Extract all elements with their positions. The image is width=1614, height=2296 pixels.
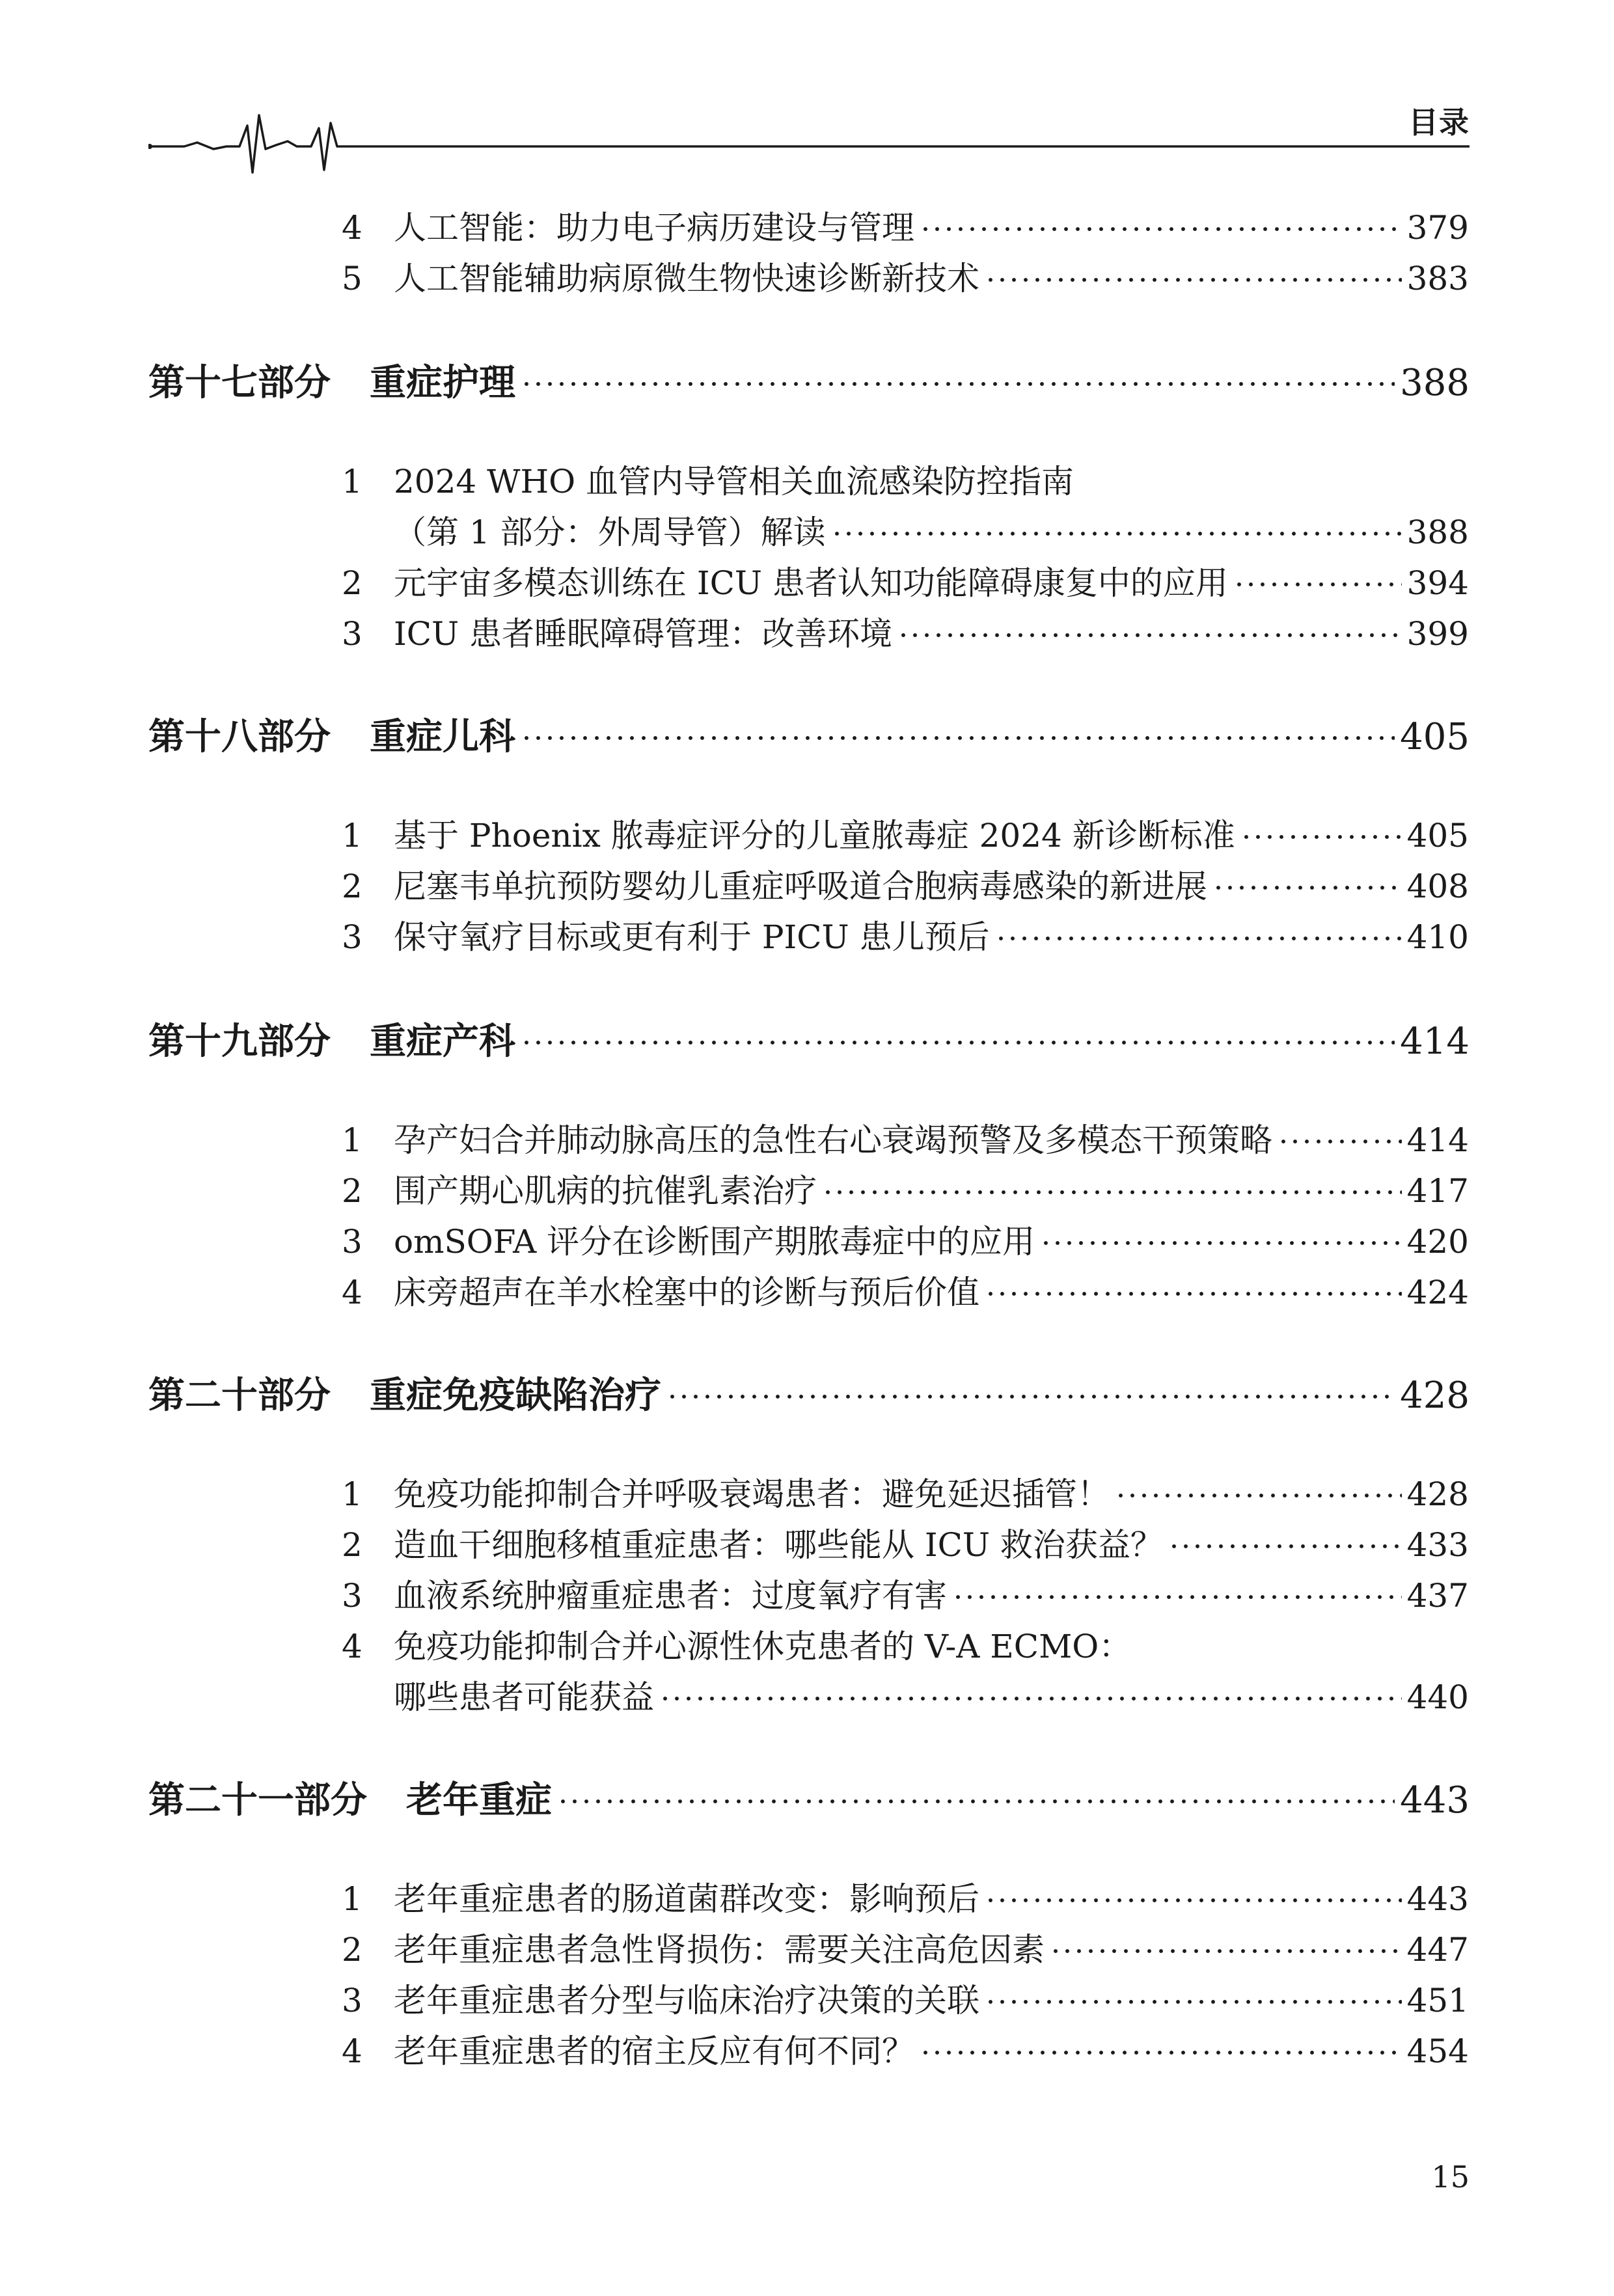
- entry-title: 免疫功能抑制合并呼吸衰竭患者：避免延迟插管！: [394, 1475, 1110, 1513]
- entry-number: 3: [342, 1982, 362, 2019]
- entry-page: 417: [1406, 1172, 1469, 1210]
- entry-page: 451: [1406, 1982, 1469, 2019]
- entry-number: 3: [342, 1223, 362, 1261]
- entry-page: 405: [1406, 817, 1469, 854]
- entry-page: 388: [1406, 513, 1469, 551]
- entry-title: 老年重症患者的肠道菌群改变：影响预后: [394, 1880, 979, 1918]
- toc-entry[interactable]: [342, 202, 1469, 249]
- entry-page: 440: [1406, 1678, 1469, 1716]
- toc-entry[interactable]: [342, 557, 1469, 604]
- dot-leader: [985, 278, 1402, 282]
- part-name: 重症免疫缺陷治疗: [370, 1374, 661, 1417]
- entry-number: 2: [342, 1172, 362, 1210]
- toc-part-heading[interactable]: [148, 708, 1470, 760]
- dot-leader: [1233, 582, 1402, 586]
- toc-entry[interactable]: [342, 1620, 1469, 1667]
- entry-number: 3: [342, 918, 362, 956]
- toc-entry[interactable]: [342, 1266, 1469, 1313]
- dot-leader: [1040, 1241, 1401, 1245]
- part-label: 第二十一部分: [148, 1779, 367, 1822]
- part-name: 老年重症: [406, 1779, 552, 1822]
- part-label: 第十八部分: [148, 716, 331, 758]
- toc-entry[interactable]: [342, 2025, 1469, 2072]
- toc-entry[interactable]: [342, 911, 1469, 958]
- entry-number: 1: [342, 1121, 362, 1159]
- part-name: 重症儿科: [370, 716, 515, 758]
- entry-title: 孕产妇合并肺动脉高压的急性右心衰竭预警及多模态干预策略: [394, 1121, 1272, 1159]
- dot-leader: [659, 1697, 1402, 1701]
- page-number: 15: [1431, 2159, 1470, 2194]
- entry-page: 414: [1406, 1121, 1469, 1159]
- entry-title: 人工智能：助力电子病历建设与管理: [394, 209, 914, 247]
- toc-entry[interactable]: [342, 608, 1469, 655]
- entry-title: 2024 WHO 血管内导管相关血流感染防控指南: [394, 463, 1074, 500]
- entry-page: 383: [1406, 260, 1469, 297]
- entry-title: （第 1 部分：外周导管）解读: [394, 513, 826, 551]
- entry-number: 4: [342, 209, 362, 247]
- dot-leader: [985, 1292, 1402, 1296]
- dot-leader: [995, 936, 1402, 940]
- dot-leader: [831, 532, 1402, 536]
- entry-number: 1: [342, 1880, 362, 1918]
- toc-entry[interactable]: [342, 253, 1469, 299]
- running-header-title: 目录: [1408, 105, 1470, 140]
- entry-number: 3: [342, 1577, 362, 1615]
- toc-part-heading[interactable]: [148, 1013, 1470, 1065]
- part-page: 443: [1400, 1779, 1470, 1822]
- entry-title: 围产期心肌病的抗催乳素治疗: [394, 1172, 817, 1210]
- entry-title: 免疫功能抑制合并心源性休克患者的 V-A ECMO：: [394, 1628, 1132, 1665]
- entry-number: 2: [342, 564, 362, 602]
- part-page: 405: [1400, 716, 1470, 758]
- toc-entry-continuation[interactable]: [342, 506, 1469, 553]
- toc-entry[interactable]: [342, 456, 1469, 502]
- part-page: 414: [1400, 1020, 1470, 1063]
- dot-leader: [1278, 1140, 1402, 1143]
- entry-title: 造血干细胞移植重症患者：哪些能从 ICU 救治获益？: [394, 1526, 1163, 1564]
- entry-number: 1: [342, 817, 362, 854]
- dot-leader: [822, 1190, 1402, 1194]
- entry-title: 哪些患者可能获益: [394, 1678, 654, 1716]
- entry-title: 老年重症患者的宿主反应有何不同？: [394, 2032, 914, 2070]
- entry-page: 410: [1406, 918, 1469, 956]
- entry-page: 443: [1406, 1880, 1469, 1918]
- entry-page: 433: [1406, 1526, 1469, 1564]
- dot-leader: [952, 1595, 1402, 1599]
- toc-entry[interactable]: [342, 1924, 1469, 1971]
- entry-page: 379: [1406, 209, 1469, 247]
- entry-page: 447: [1406, 1931, 1469, 1969]
- part-label: 第十七部分: [148, 362, 331, 404]
- toc-entry[interactable]: [342, 1873, 1469, 1920]
- dot-leader: [1115, 1494, 1402, 1497]
- entry-number: 1: [342, 1475, 362, 1513]
- entry-page: 399: [1406, 615, 1469, 653]
- part-name: 重症护理: [370, 362, 515, 404]
- toc-entry[interactable]: [342, 1114, 1469, 1161]
- entry-number: 2: [342, 1931, 362, 1969]
- entry-title: 床旁超声在羊水栓塞中的诊断与预后价值: [394, 1274, 979, 1311]
- ecg-line-decoration: [148, 107, 1470, 179]
- dot-leader: [1168, 1544, 1402, 1548]
- dot-leader: [521, 1041, 1395, 1045]
- entry-page: 424: [1406, 1274, 1469, 1311]
- dot-leader: [521, 382, 1395, 386]
- toc-entry-continuation[interactable]: [342, 1671, 1469, 1718]
- dot-leader: [920, 227, 1402, 231]
- entry-title: 元宇宙多模态训练在 ICU 患者认知功能障碍康复中的应用: [394, 564, 1228, 602]
- entry-number: 1: [342, 463, 362, 500]
- dot-leader: [557, 1799, 1395, 1803]
- entry-page: 408: [1406, 868, 1469, 905]
- dot-leader: [897, 633, 1402, 637]
- toc-part-heading[interactable]: [148, 354, 1470, 406]
- toc-entry[interactable]: [342, 810, 1469, 856]
- entry-title: ICU 患者睡眠障碍管理：改善环境: [394, 615, 893, 653]
- entry-title: omSOFA 评分在诊断围产期脓毒症中的应用: [394, 1223, 1035, 1261]
- entry-page: 428: [1406, 1475, 1469, 1513]
- dot-leader: [521, 736, 1395, 740]
- entry-number: 4: [342, 1628, 362, 1665]
- entry-number: 4: [342, 1274, 362, 1311]
- entry-page: 420: [1406, 1223, 1469, 1261]
- toc-entry[interactable]: [342, 1216, 1469, 1263]
- entry-number: 5: [342, 260, 362, 297]
- entry-title: 尼塞韦单抗预防婴幼儿重症呼吸道合胞病毒感染的新进展: [394, 868, 1207, 905]
- entry-page: 454: [1406, 2032, 1469, 2070]
- entry-page: 437: [1406, 1577, 1469, 1615]
- toc-entry[interactable]: [342, 1519, 1469, 1566]
- entry-title: 老年重症患者分型与临床治疗决策的关联: [394, 1982, 979, 2019]
- entry-number: 3: [342, 615, 362, 653]
- entry-title: 人工智能辅助病原微生物快速诊断新技术: [394, 260, 979, 297]
- dot-leader: [985, 2000, 1402, 2004]
- part-page: 428: [1400, 1374, 1470, 1417]
- dot-leader: [985, 1898, 1402, 1902]
- entry-number: 4: [342, 2032, 362, 2070]
- entry-title: 保守氧疗目标或更有利于 PICU 患儿预后: [394, 918, 990, 956]
- dot-leader: [1212, 886, 1402, 890]
- entry-title: 老年重症患者急性肾损伤：需要关注高危因素: [394, 1931, 1045, 1969]
- toc-entry[interactable]: [342, 1165, 1469, 1212]
- part-page: 388: [1400, 362, 1470, 404]
- entry-title: 基于 Phoenix 脓毒症评分的儿童脓毒症 2024 新诊断标准: [394, 817, 1235, 854]
- dot-leader: [666, 1395, 1395, 1399]
- entry-number: 2: [342, 1526, 362, 1564]
- entry-number: 2: [342, 868, 362, 905]
- toc-entry[interactable]: [342, 1570, 1469, 1617]
- part-label: 第二十部分: [148, 1374, 331, 1417]
- entry-page: 394: [1406, 564, 1469, 602]
- toc-entry[interactable]: [342, 860, 1469, 907]
- part-label: 第十九部分: [148, 1020, 331, 1063]
- dot-leader: [920, 2051, 1402, 2055]
- toc-part-heading[interactable]: [148, 1771, 1470, 1824]
- dot-leader: [1050, 1949, 1402, 1953]
- toc-entry[interactable]: [342, 1975, 1469, 2021]
- toc-part-heading[interactable]: [148, 1367, 1470, 1419]
- dot-leader: [1240, 835, 1402, 839]
- toc-entry[interactable]: [342, 1468, 1469, 1515]
- part-name: 重症产科: [370, 1020, 515, 1063]
- entry-title: 血液系统肿瘤重症患者：过度氧疗有害: [394, 1577, 947, 1615]
